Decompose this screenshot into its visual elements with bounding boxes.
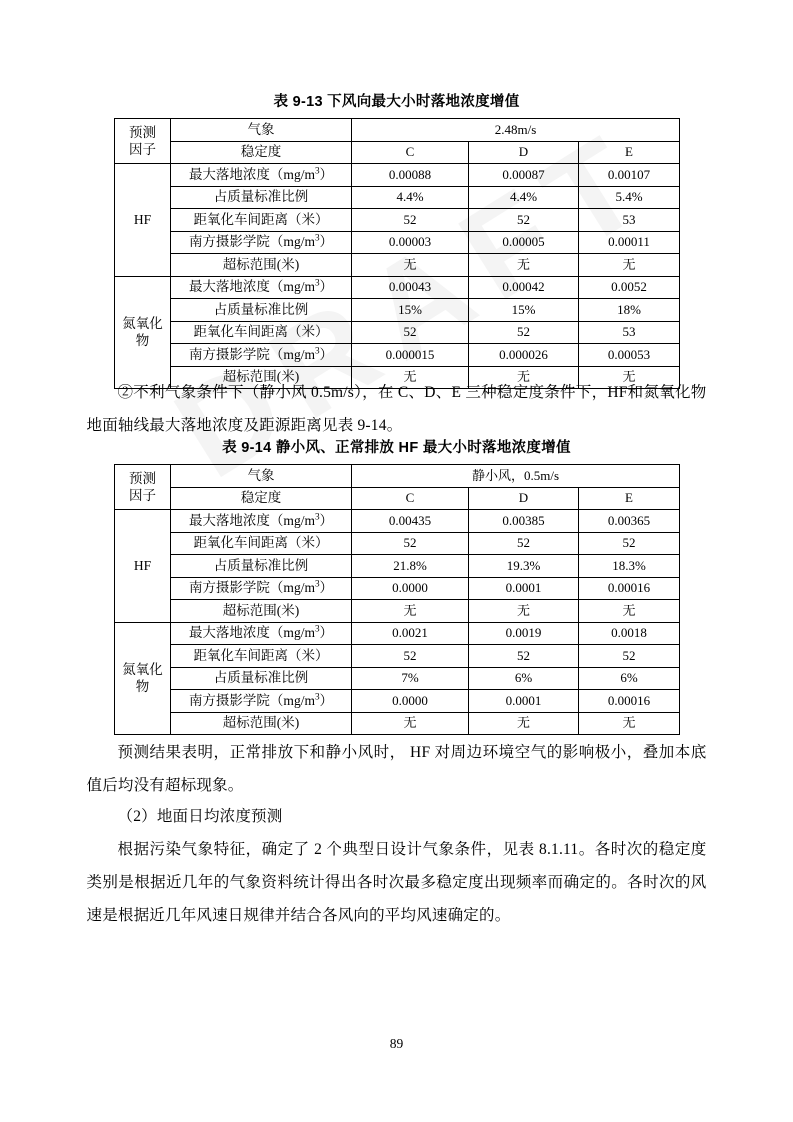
tail-paragraph-2: （2）地面日均浓度预测 <box>117 808 283 825</box>
table-header-row-stability <box>115 487 680 510</box>
group-name-cell: HF <box>115 164 171 277</box>
unit-exponent: 3 <box>314 578 320 589</box>
row-label: 超标范围(米) <box>171 366 352 389</box>
row-value-1: 0.00088 <box>352 164 469 187</box>
row-value-2: 无 <box>469 366 579 389</box>
row-value-3: 0.00365 <box>579 510 680 533</box>
row-label: 南方摄影学院$(mg/m^3)$ <box>171 344 352 367</box>
row-value-1: 7% <box>352 667 469 690</box>
row-value-1: 52 <box>352 532 469 555</box>
header-factor-cell <box>115 119 171 164</box>
header-factor-line-1: 预测 <box>129 471 156 486</box>
row-value-1: 无 <box>352 600 469 623</box>
table-header-row-meteorology <box>115 465 680 488</box>
table-row <box>115 712 680 735</box>
header-factor-line-2: 因子 <box>129 142 156 157</box>
header-stability-value-1: C <box>352 487 469 510</box>
row-value-2: 0.000026 <box>469 344 579 367</box>
tail-paragraph-3: 根据污染气象特征，确定了 2 个典型日设计气象条件，见表 8.1.11。各时次的稳定度类别是根据近几年的气象资料统计得出各时次最多稳定度出现频率而确定的。各时次的风速是根据近几年风速日规律并结合各风向的平均风速确定的。 <box>86 841 707 924</box>
row-value-1: 52 <box>352 645 469 668</box>
row-value-1: 0.00043 <box>352 276 469 299</box>
row-value-1: 0.0021 <box>352 622 469 645</box>
header-stability-value-2: D <box>469 141 579 164</box>
row-label: 最大落地浓度$(mg/m^3)$ <box>171 164 352 187</box>
row-value-2: 无 <box>469 712 579 735</box>
unit-exponent: 3 <box>314 277 320 288</box>
header-factor-cell <box>115 465 171 510</box>
header-stability-value-2: D <box>469 487 579 510</box>
unit-exponent: 3 <box>314 232 320 243</box>
group-name-cell: 氮氧化物 <box>115 276 171 389</box>
table-row <box>115 690 680 713</box>
header-stability-label: 稳定度 <box>171 487 352 510</box>
row-value-2: 15% <box>469 299 579 322</box>
table-row <box>115 510 680 533</box>
table-9-14-title: 表 9-14 静小风、正常排放 HF 最大小时落地浓度增值 <box>222 440 571 456</box>
table-header-row-meteorology <box>115 119 680 142</box>
tail-paragraph-1-block <box>87 736 707 802</box>
row-value-2: 4.4% <box>469 186 579 209</box>
row-label: 超标范围(米) <box>171 254 352 277</box>
row-label: 距氧化车间距离（米） <box>171 321 352 344</box>
row-value-1: 无 <box>352 254 469 277</box>
group-name-cell: HF <box>115 510 171 623</box>
table-row <box>115 321 680 344</box>
row-value-2: 52 <box>469 645 579 668</box>
row-value-3: 53 <box>579 209 680 232</box>
row-label: 最大落地浓度$(mg/m^3)$ <box>171 622 352 645</box>
row-value-3: 18% <box>579 299 680 322</box>
row-label: 超标范围(米) <box>171 600 352 623</box>
row-label: 距氧化车间距离（米） <box>171 209 352 232</box>
table-row <box>115 164 680 187</box>
unit-exponent: 3 <box>314 511 320 522</box>
header-meteorology-value: 2.48m/s <box>352 119 680 142</box>
row-value-3: 53 <box>579 321 680 344</box>
row-value-1: 无 <box>352 712 469 735</box>
table-9-14-body <box>115 465 680 735</box>
row-value-1: 0.000015 <box>352 344 469 367</box>
tail-paragraph-2-block <box>87 800 707 932</box>
row-value-1: 15% <box>352 299 469 322</box>
row-value-1: 52 <box>352 321 469 344</box>
table-9-13-block <box>0 90 793 389</box>
mid-paragraph: ②不利气象条件下（静小风 0.5m/s），在 C、D、E 三种稳定度条件下，HF和氮氧化物地面轴线最大落地浓度及距源距离见表 9-14。 <box>86 384 707 434</box>
row-value-1: 0.0000 <box>352 577 469 600</box>
table-row <box>115 532 680 555</box>
row-value-3: 无 <box>579 712 680 735</box>
row-value-3: 0.0052 <box>579 276 680 299</box>
header-stability-value-1: C <box>352 141 469 164</box>
row-value-3: 6% <box>579 667 680 690</box>
row-value-3: 0.00016 <box>579 577 680 600</box>
row-value-3: 52 <box>579 532 680 555</box>
table-row <box>115 667 680 690</box>
row-value-3: 无 <box>579 254 680 277</box>
row-label: 占质量标准比例 <box>171 555 352 578</box>
table-9-14-block <box>0 436 793 735</box>
row-label: 南方摄影学院$(mg/m^3)$ <box>171 231 352 254</box>
row-label: 南方摄影学院$(mg/m^3)$ <box>171 690 352 713</box>
row-value-2: 0.0019 <box>469 622 579 645</box>
row-value-1: 21.8% <box>352 555 469 578</box>
row-label: 超标范围(米) <box>171 712 352 735</box>
row-label: 最大落地浓度$(mg/m^3)$ <box>171 510 352 533</box>
row-value-2: 0.00087 <box>469 164 579 187</box>
unit-exponent: 3 <box>314 623 320 634</box>
row-value-3: 5.4% <box>579 186 680 209</box>
row-label: 最大落地浓度$(mg/m^3)$ <box>171 276 352 299</box>
row-value-2: 0.0001 <box>469 577 579 600</box>
row-value-1: 0.0000 <box>352 690 469 713</box>
row-label: 距氧化车间距离（米） <box>171 532 352 555</box>
table-row <box>115 276 680 299</box>
unit-exponent: 3 <box>314 345 320 356</box>
row-value-3: 18.3% <box>579 555 680 578</box>
table-row <box>115 555 680 578</box>
row-label: 南方摄影学院$(mg/m^3)$ <box>171 577 352 600</box>
table-row <box>115 622 680 645</box>
unit-exponent: 3 <box>314 691 320 702</box>
table-row <box>115 600 680 623</box>
header-stability-label: 稳定度 <box>171 141 352 164</box>
row-value-3: 0.0018 <box>579 622 680 645</box>
page-number: 89 <box>389 1036 404 1051</box>
table-row <box>115 344 680 367</box>
row-value-3: 无 <box>579 366 680 389</box>
row-value-2: 52 <box>469 209 579 232</box>
row-value-2: 19.3% <box>469 555 579 578</box>
row-value-1: 0.00435 <box>352 510 469 533</box>
row-value-1: 52 <box>352 209 469 232</box>
table-row <box>115 577 680 600</box>
table-row <box>115 299 680 322</box>
table-9-13-body <box>115 119 680 389</box>
row-value-3: 0.00011 <box>579 231 680 254</box>
header-factor-line-1: 预测 <box>129 125 156 140</box>
table-row <box>115 186 680 209</box>
header-factor-line-2: 因子 <box>129 488 156 503</box>
header-meteorology-value: 静小风，0.5m/s <box>352 465 680 488</box>
row-value-3: 0.00107 <box>579 164 680 187</box>
header-meteorology-label: 气象 <box>171 465 352 488</box>
row-value-2: 0.00385 <box>469 510 579 533</box>
row-value-1: 4.4% <box>352 186 469 209</box>
table-row <box>115 254 680 277</box>
tail-paragraph-1: 预测结果表明，正常排放下和静小风时， HF 对周边环境空气的影响极小，叠加本底值后均没有超标现象。 <box>86 744 707 794</box>
table-row <box>115 645 680 668</box>
row-value-2: 0.0001 <box>469 690 579 713</box>
table-row <box>115 209 680 232</box>
row-value-3: 0.00053 <box>579 344 680 367</box>
row-value-2: 0.00005 <box>469 231 579 254</box>
header-stability-value-3: E <box>579 487 680 510</box>
row-value-3: 52 <box>579 645 680 668</box>
row-value-2: 无 <box>469 600 579 623</box>
row-label: 距氧化车间距离（米） <box>171 645 352 668</box>
row-value-2: 52 <box>469 321 579 344</box>
row-value-3: 0.00016 <box>579 690 680 713</box>
table-row <box>115 231 680 254</box>
group-name-cell: 氮氧化物 <box>115 622 171 735</box>
table-header-row-stability <box>115 141 680 164</box>
row-value-3: 无 <box>579 600 680 623</box>
row-label: 占质量标准比例 <box>171 186 352 209</box>
header-stability-value-3: E <box>579 141 680 164</box>
row-value-1: 无 <box>352 366 469 389</box>
unit-exponent: 3 <box>314 165 320 176</box>
row-label: 占质量标准比例 <box>171 299 352 322</box>
table-9-13 <box>114 118 680 389</box>
row-value-1: 0.00003 <box>352 231 469 254</box>
header-meteorology-label: 气象 <box>171 119 352 142</box>
row-label: 占质量标准比例 <box>171 667 352 690</box>
row-value-2: 无 <box>469 254 579 277</box>
row-value-2: 6% <box>469 667 579 690</box>
row-value-2: 0.00042 <box>469 276 579 299</box>
mid-paragraph-block <box>87 376 707 442</box>
table-9-14 <box>114 464 680 735</box>
table-9-13-title: 表 9-13 下风向最大小时落地浓度增值 <box>273 94 520 110</box>
row-value-2: 52 <box>469 532 579 555</box>
